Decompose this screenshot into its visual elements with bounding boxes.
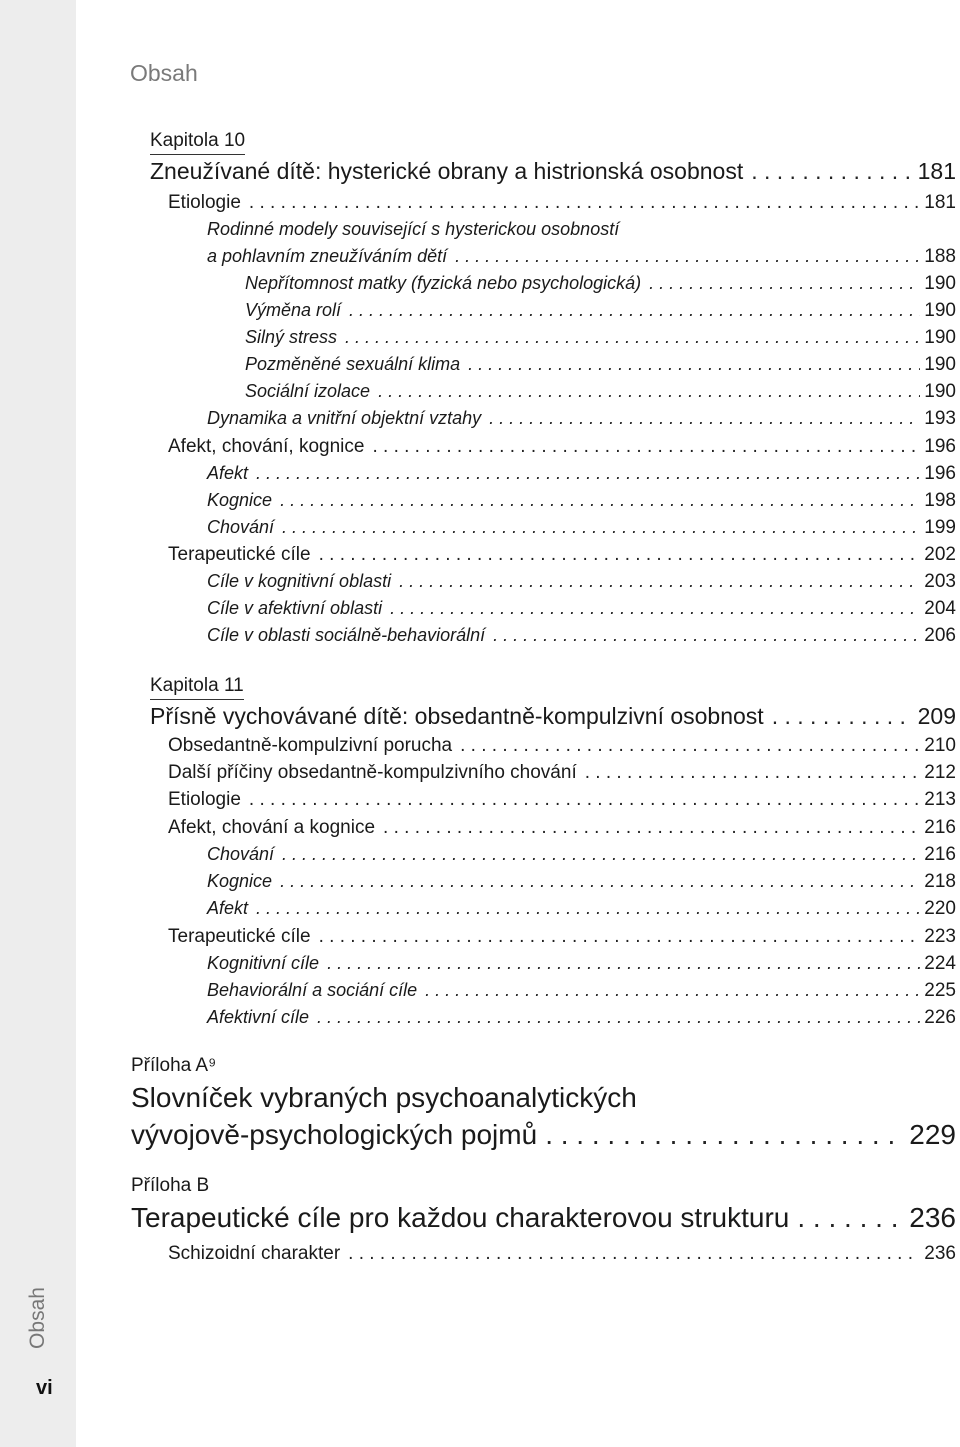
entry-text: Pozměněné sexuální klima	[245, 354, 461, 374]
toc-entry[interactable]	[245, 273, 956, 295]
page-ref: 226	[924, 1007, 956, 1028]
chapter-title: Přísně vychovávané dítě: obsedantně-kompulzivní osobnost	[150, 703, 764, 729]
leader-dots	[282, 844, 920, 865]
toc-entry[interactable]	[207, 463, 956, 485]
page-ref: 190	[924, 354, 956, 375]
page-ref: 216	[924, 844, 956, 865]
leader-dots	[460, 735, 920, 757]
toc-entry[interactable]	[207, 980, 956, 1002]
entry-text: Afekt, chování, kognice	[168, 436, 365, 457]
leader-dots	[317, 1007, 920, 1028]
leader-dots	[751, 158, 913, 185]
appendix-title: Terapeutické cíle pro každou charakterovou strukturu	[131, 1202, 790, 1233]
page-ref: 188	[924, 246, 956, 267]
leader-dots	[468, 354, 920, 375]
page-ref: 220	[924, 898, 956, 919]
page-ref: 193	[924, 408, 956, 429]
entry-text: Afekt	[207, 463, 249, 483]
toc-entry[interactable]	[207, 898, 956, 920]
entry-text: Nepřítomnost matky (fyzická nebo psychologická)	[245, 273, 642, 293]
entry-text: Obsedantně-kompulzivní porucha	[168, 735, 453, 756]
leader-dots	[256, 898, 920, 919]
entry-text: Afekt, chování a kognice	[168, 817, 376, 838]
leader-dots	[327, 953, 920, 974]
page-ref: 206	[924, 625, 956, 646]
appendix-a-title-line[interactable]: Slovníček vybraných psychoanalytických	[131, 1082, 637, 1113]
entry-text: Cíle v kognitivní oblasti	[207, 571, 392, 591]
leader-dots	[797, 1202, 905, 1234]
page-ref: 198	[924, 490, 956, 511]
toc-entry[interactable]	[245, 327, 956, 349]
leader-dots	[585, 762, 921, 784]
side-section-label: Obsah	[26, 1287, 49, 1349]
entry-text: Afekt	[207, 898, 249, 918]
page-ref: 216	[924, 817, 956, 838]
page-ref: 218	[924, 871, 956, 892]
toc-entry[interactable]	[168, 436, 956, 458]
entry-text: Další příčiny obsedantně-kompulzivního chování	[168, 762, 577, 783]
toc-entry[interactable]	[207, 625, 956, 647]
page-ref: 181	[917, 158, 956, 184]
toc-entry[interactable]	[245, 300, 956, 322]
toc-entry[interactable]	[168, 735, 956, 757]
toc-entry[interactable]	[245, 381, 956, 403]
entry-text: a pohlavním zneužíváním dětí	[207, 246, 448, 266]
leader-dots	[390, 598, 920, 619]
page-ref: 229	[909, 1119, 956, 1150]
appendix-title: vývojově-psychologických pojmů	[131, 1119, 538, 1150]
chapter-10-label: Kapitola 10	[150, 130, 245, 155]
entry-text: Cíle v oblasti sociálně-behaviorální	[207, 625, 486, 645]
leader-dots	[545, 1119, 905, 1151]
page-ref: 204	[924, 598, 956, 619]
toc-entry[interactable]	[168, 544, 956, 566]
entry-text: Kognitivní cíle	[207, 953, 320, 973]
entry-text: Chování	[207, 517, 275, 537]
page-number: vi	[36, 1377, 53, 1399]
entry-text: Etiologie	[168, 789, 241, 810]
toc-entry[interactable]	[207, 246, 956, 268]
page-ref: 181	[924, 192, 956, 213]
leader-dots	[280, 490, 920, 511]
leader-dots	[372, 436, 920, 458]
page-ref: 203	[924, 571, 956, 592]
toc-entry[interactable]	[207, 871, 956, 893]
page-ref: 209	[917, 703, 956, 729]
toc-entry[interactable]	[207, 844, 956, 866]
leader-dots	[489, 408, 920, 429]
leader-dots	[280, 871, 920, 892]
leader-dots	[378, 381, 920, 402]
leader-dots	[399, 571, 920, 592]
leader-dots	[348, 1243, 920, 1265]
leader-dots	[493, 625, 920, 646]
page-ref: 210	[924, 735, 956, 756]
toc-entry[interactable]	[168, 789, 956, 811]
entry-text: Cíle v afektivní oblasti	[207, 598, 383, 618]
toc-entry[interactable]	[207, 953, 956, 975]
page-ref: 190	[924, 273, 956, 294]
entry-text: Behaviorální a sociání cíle	[207, 980, 418, 1000]
entry-text: Kognice	[207, 871, 273, 891]
page-ref: 236	[924, 1243, 956, 1264]
leader-dots	[249, 789, 920, 811]
leader-dots	[319, 544, 921, 566]
page-ref: 190	[924, 327, 956, 348]
toc-entry[interactable]	[168, 762, 956, 784]
toc-entry[interactable]	[207, 598, 956, 620]
chapter-title: Zneužívané dítě: hysterické obrany a histrionská osobnost	[150, 158, 744, 184]
entry-text: Etiologie	[168, 192, 241, 213]
toc-entry[interactable]	[168, 192, 956, 214]
chapter-10-title-row[interactable]	[150, 158, 956, 185]
entry-text: Silný stress	[245, 327, 338, 347]
leader-dots	[383, 817, 920, 839]
toc-entry[interactable]	[207, 1007, 956, 1029]
page-ref: 223	[924, 926, 956, 947]
leader-dots	[282, 517, 920, 538]
page-ref: 224	[924, 953, 956, 974]
toc-entry[interactable]	[207, 490, 956, 512]
leader-dots	[772, 703, 914, 730]
leader-dots	[319, 926, 921, 948]
page-ref: 196	[924, 463, 956, 484]
page-ref: 199	[924, 517, 956, 538]
toc-entry[interactable]	[207, 408, 956, 430]
page-ref: 213	[924, 789, 956, 810]
toc-entry[interactable]	[207, 571, 956, 593]
toc-entry-line[interactable]: Rodinné modely související s hysterickou osobností	[207, 219, 620, 239]
entry-text: Kognice	[207, 490, 273, 510]
leader-dots	[349, 300, 920, 321]
leader-dots	[345, 327, 920, 348]
leader-dots	[249, 192, 920, 214]
toc-entry[interactable]	[245, 354, 956, 376]
page-ref: 190	[924, 381, 956, 402]
leader-dots	[256, 463, 920, 484]
entry-text: Schizoidní charakter	[168, 1243, 341, 1264]
chapter-11-title-row[interactable]	[150, 703, 956, 730]
page-ref: 190	[924, 300, 956, 321]
page-ref: 225	[924, 980, 956, 1001]
leader-dots	[649, 273, 920, 294]
entry-text: Terapeutické cíle	[168, 926, 311, 947]
appendix-a-title-row[interactable]	[131, 1119, 956, 1151]
entry-text: Sociální izolace	[245, 381, 371, 401]
side-strip	[0, 0, 76, 1447]
entry-text: Afektivní cíle	[207, 1007, 310, 1027]
toc-entry[interactable]	[207, 517, 956, 539]
appendix-b-title-row[interactable]	[131, 1202, 956, 1234]
chapter-11-label: Kapitola 11	[150, 675, 244, 700]
toc-entry[interactable]	[168, 926, 956, 948]
entry-text: Terapeutické cíle	[168, 544, 311, 565]
page-ref: 212	[924, 762, 956, 783]
toc-entry[interactable]	[168, 1243, 956, 1265]
toc-entry[interactable]	[168, 817, 956, 839]
entry-text: Dynamika a vnitřní objektní vztahy	[207, 408, 482, 428]
page-ref: 202	[924, 544, 956, 565]
entry-text: Chování	[207, 844, 275, 864]
page-title: Obsah	[130, 60, 198, 86]
page-ref: 196	[924, 436, 956, 457]
appendix-b-label: Příloha B	[131, 1175, 210, 1196]
appendix-a-label: Příloha A⁹	[131, 1055, 217, 1076]
leader-dots	[425, 980, 920, 1001]
page-ref: 236	[909, 1202, 956, 1233]
entry-text: Výměna rolí	[245, 300, 342, 320]
leader-dots	[455, 246, 920, 267]
